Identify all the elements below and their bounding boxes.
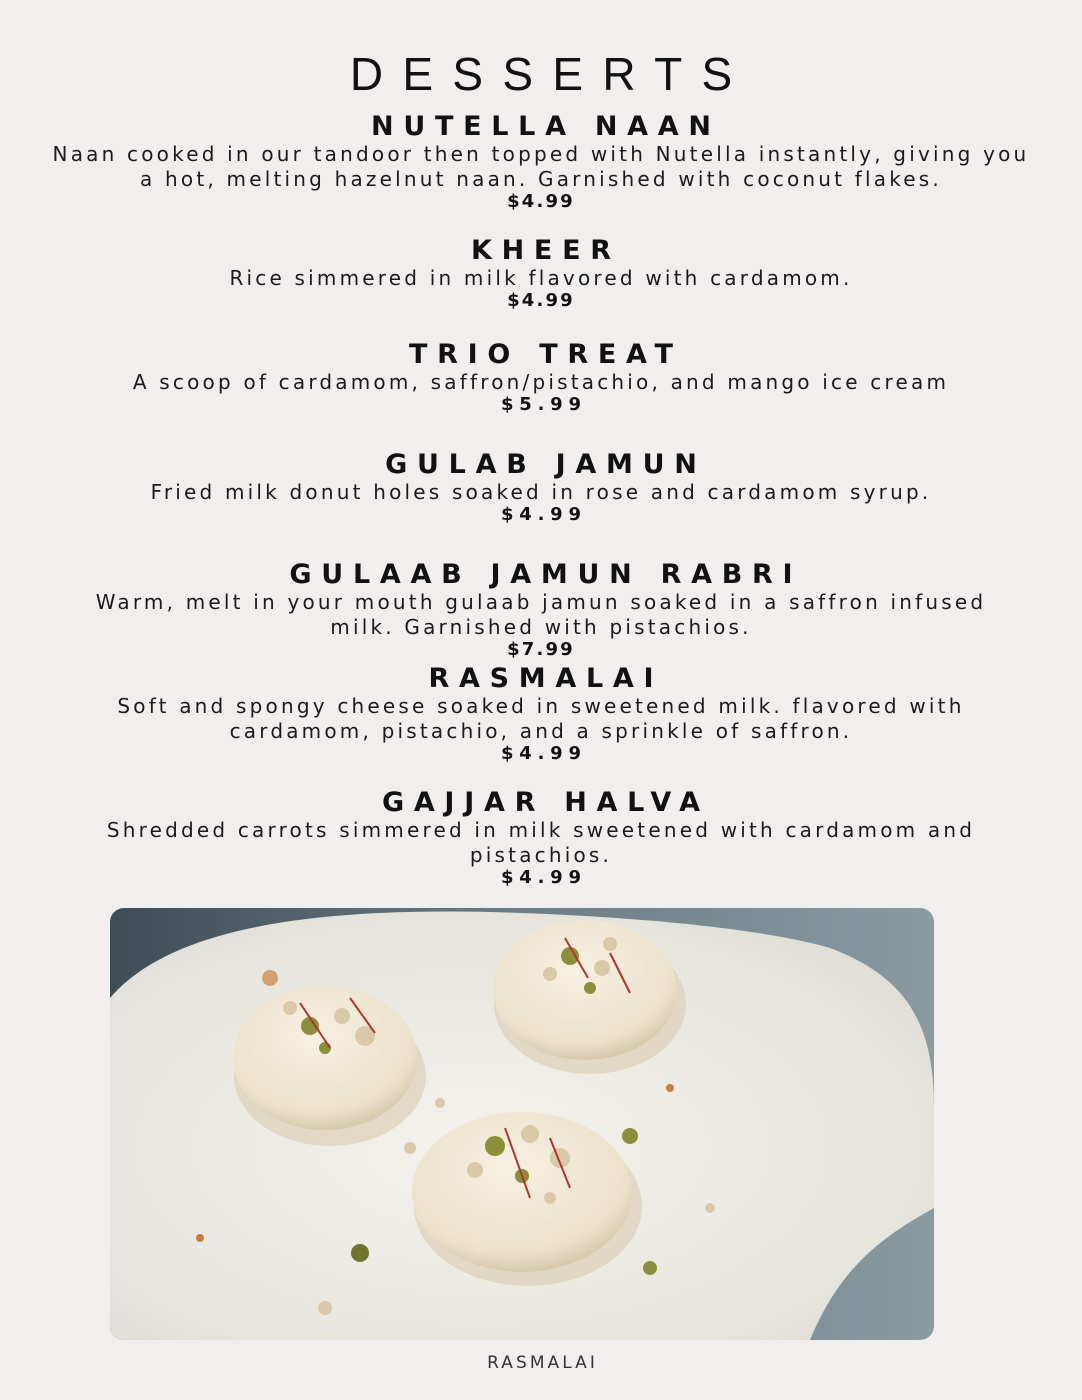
item-description: Rice simmered in milk flavored with cardamom. <box>229 266 853 290</box>
menu-item-gulaab-jamun-rabri <box>0 560 1082 660</box>
rasmalai-photo <box>110 908 934 1340</box>
menu-item-gajjar-halva <box>0 788 1082 888</box>
item-price: $4.99 <box>501 867 587 888</box>
item-price: $4.99 <box>507 290 575 311</box>
item-name: RASMALAI <box>428 663 664 694</box>
item-description: A scoop of cardamom, saffron/pistachio, and mango ice cream <box>132 370 950 394</box>
item-description: Naan cooked in our tandoor then topped with Nutella instantly, giving you a hot, melting hazelnut naan. Garnished with coconut flakes. <box>52 142 1030 191</box>
menu-item-trio-treat <box>0 340 1082 415</box>
item-price: $4.99 <box>507 191 575 212</box>
menu-item-kheer <box>0 236 1082 311</box>
page-title: DESSERTS <box>349 48 752 100</box>
item-description: Fried milk donut holes soaked in rose and cardamom syrup. <box>150 480 932 504</box>
item-description: Warm, melt in your mouth gulaab jamun soaked in a saffron infused milk. Garnished with pistachios. <box>95 590 987 639</box>
photo-caption: RASMALAI <box>487 1353 598 1373</box>
rasmalai-illustration <box>110 908 934 1340</box>
item-name: GULAB JAMUN <box>385 449 707 480</box>
menu-item-rasmalai <box>0 664 1082 764</box>
item-name: GULAAB JAMUN RABRI <box>289 559 803 590</box>
item-description: Shredded carrots simmered in milk sweetened with cardamom and pistachios. <box>106 818 976 867</box>
item-name: NUTELLA NAAN <box>371 111 721 142</box>
item-name: GAJJAR HALVA <box>381 787 710 818</box>
item-price: $4.99 <box>501 504 587 525</box>
item-price: $7.99 <box>507 639 575 660</box>
menu-item-nutella-naan <box>0 112 1082 212</box>
item-description: Soft and spongy cheese soaked in sweetened milk. flavored with cardamom, pistachio, and a sprinkle of saffron. <box>117 694 965 743</box>
item-name: TRIO TREAT <box>409 339 683 370</box>
item-name: KHEER <box>470 235 621 266</box>
item-price: $4.99 <box>501 743 587 764</box>
item-price: $5.99 <box>501 394 587 415</box>
menu-item-gulab-jamun <box>0 450 1082 525</box>
